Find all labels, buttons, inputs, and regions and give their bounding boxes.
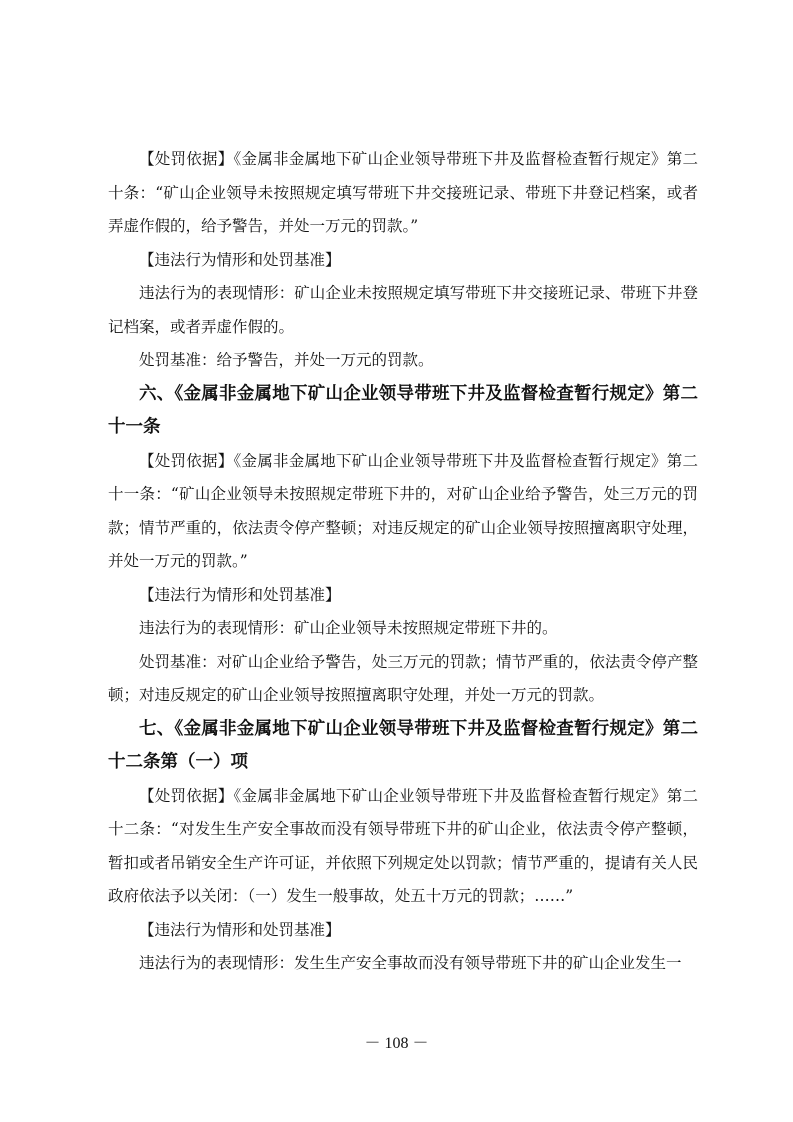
paragraph-violation-case: 违法行为的表现情形：发生生产安全事故而没有领导带班下井的矿山企业发生一: [139, 954, 682, 972]
paragraph-heading-violation: 【违法行为情形和处罚基准】: [139, 250, 341, 269]
section-heading-6: 六、《金属非金属地下矿山企业领导带班下井及监督检查暂行规定》第二十一条: [108, 383, 698, 437]
section-heading-7: 七、《金属非金属地下矿山企业领导带班下井及监督检查暂行规定》第二十二条第（一）项: [108, 718, 698, 772]
paragraph-penalty-basis-20: 【处罚依据】《金属非金属地下矿山企业领导带班下井及监督检查暂行规定》第二十条：“矿山企业领导未按照规定填写带班下井交接班记录、带班下井登记档案，或者弄虚作假的，给予警告，并处一万元的罚款。”: [108, 150, 698, 235]
paragraph-violation-case: 违法行为的表现情形：矿山企业未按照规定填写带班下井交接班记录、带班下井登记档案，或者弄虚作假的。: [108, 284, 698, 336]
paragraph-violation-case: 违法行为的表现情形：矿山企业领导未按照规定带班下井的。: [139, 619, 558, 637]
paragraph-penalty-basis-22: 【处罚依据】《金属非金属地下矿山企业领导带班下井及监督检查暂行规定》第二十二条：“对发生生产安全事故而没有领导带班下井的矿山企业，依法责令停产整顿，暂扣或者吊销安全生产许可证，并依照下列规定处以罚款；情节严重的，提请有关人民政府依法予以关闭：（一）发生一般事故，处五十万元的罚款；……”: [108, 786, 698, 905]
paragraph-heading-violation: 【违法行为情形和处罚基准】: [139, 585, 341, 604]
document-body: [108, 143, 698, 981]
paragraph-penalty-standard: 处罚基准：给予警告，并处一万元的罚款。: [139, 351, 434, 369]
paragraph-penalty-basis-21: 【处罚依据】《金属非金属地下矿山企业领导带班下井及监督检查暂行规定》第二十一条：“矿山企业领导未按照规定带班下井的，对矿山企业给予警告，处三万元的罚款；情节严重的，依法责令停产整顿；对违反规定的矿山企业领导按照擅离职守处理，并处一万元的罚款。”: [108, 451, 698, 570]
paragraph-heading-violation: 【违法行为情形和处罚基准】: [139, 920, 341, 939]
paragraph-penalty-standard: 处罚基准：对矿山企业给予警告，处三万元的罚款；情节严重的，依法责令停产整顿；对违反规定的矿山企业领导按照擅离职守处理，并处一万元的罚款。: [108, 652, 698, 704]
page-number: － 108 －: [364, 1035, 429, 1052]
